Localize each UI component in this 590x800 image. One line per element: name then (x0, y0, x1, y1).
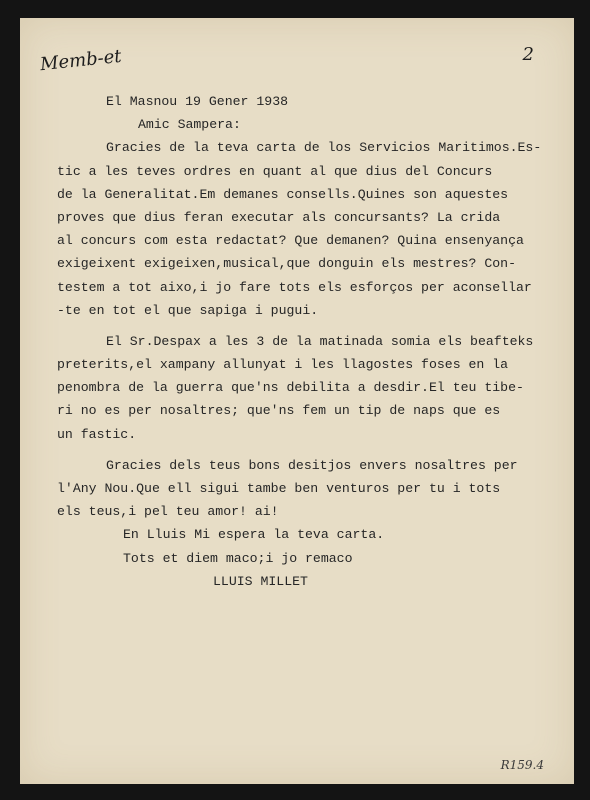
paragraph-line: l'Any Nou.Que ell sigui tambe ben venturos per tu i tots (57, 481, 501, 496)
closing-line: En Lluis Mi espera la teva carta. (123, 527, 385, 543)
date-line: El Masnou 19 Gener 1938 (106, 94, 289, 109)
paragraph-line: El Sr.Despax a les 3 de la matinada somia els beafteks (106, 333, 534, 349)
paragraph-line: proves que dius feran executar als concursants? La crida (57, 209, 501, 225)
letter-body (57, 90, 572, 593)
paragraph-line: tic a les teves ordres en quant al que dius del Concurs (57, 163, 493, 179)
letter-page (20, 18, 574, 784)
paragraph-line: testem a tot aixo,i jo fare tots els esforços per aconsellar (57, 279, 532, 295)
paragraph-line: penombra de la guerra que'ns debilita a desdir.El teu tibe- (57, 380, 524, 396)
greeting: Amic Sampera: (138, 117, 241, 133)
paragraph-line: un fastic. (57, 426, 137, 442)
paragraph-line: ri no es per nosaltres; que'ns fem un tip de naps que es (57, 403, 501, 419)
handwritten-note: Memb-et (39, 45, 123, 76)
paragraph-line: -te en tot el que sapiga i pugui. (57, 302, 319, 318)
paragraph-line: els teus,i pel teu amor! ai! (57, 504, 279, 520)
signature: LLUIS MILLET (213, 573, 308, 589)
paragraph-line: exigeixent exigeixen,musical,que donguin els mestres? Con- (57, 256, 516, 272)
paragraph-line: al concurs com esta redactat? Que demanen? Quina ensenyança (57, 233, 524, 249)
closing-line: Tots et diem maco;i jo remaco (123, 550, 353, 566)
archive-mark: R159.4 (500, 758, 544, 772)
paragraph-line: preterits,el xampany allunyat i les llagostes foses en la (57, 357, 509, 373)
paragraph-line: Gracies dels teus bons desitjos envers nosaltres per (106, 457, 518, 473)
paragraph-line: Gracies de la teva carta de los Servicios Maritimos.Es- (106, 140, 542, 156)
page-number: 2 (522, 44, 534, 65)
paragraph-line: de la Generalitat.Em demanes consells.Quines son aquestes (57, 186, 509, 202)
